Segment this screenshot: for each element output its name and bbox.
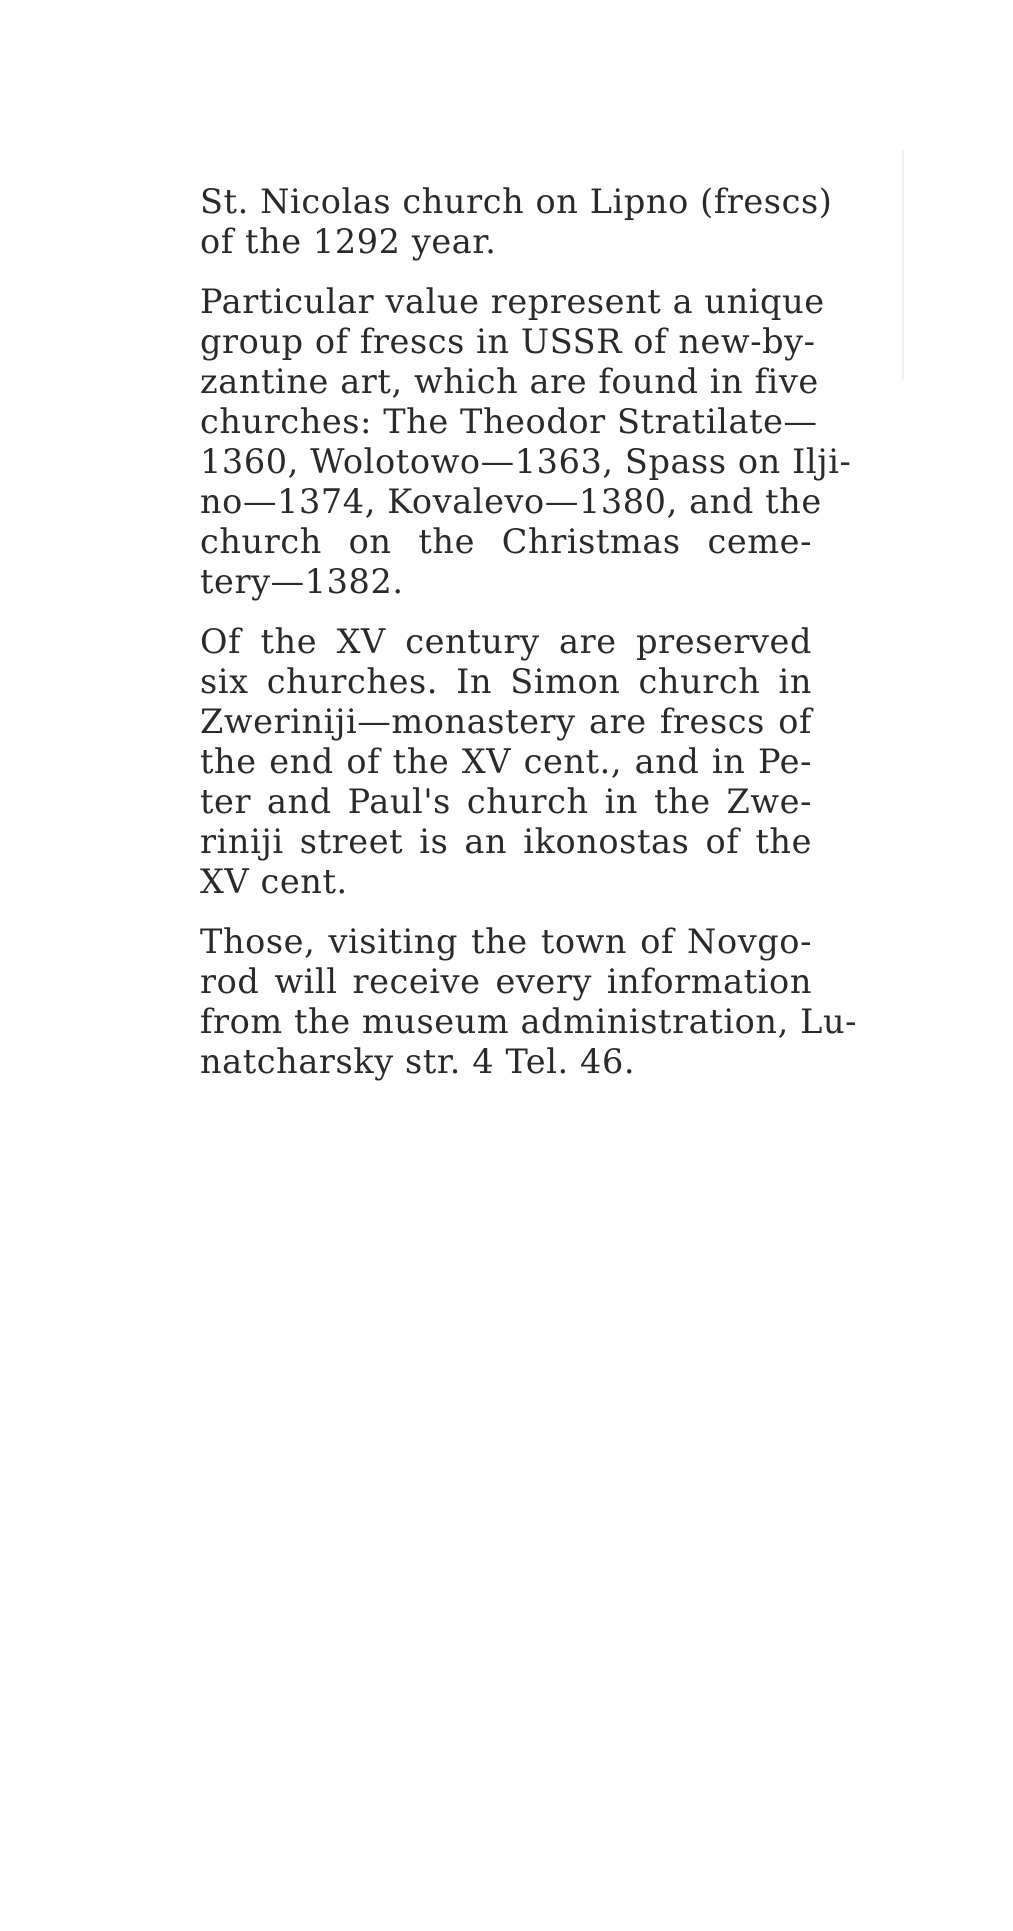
text-line: natcharsky str. 4 Tel. 46. [200, 1042, 636, 1081]
text-line: St. Nicolas church on Lipno (frescs) [200, 182, 833, 221]
text-line: riniji street is an ikonostas of the [200, 822, 812, 861]
text-line: no—1374, Kovalevo—1380, and the [200, 482, 822, 521]
text-line: Zweriniji—monastery are frescs of [200, 702, 812, 741]
text-line: XV cent. [200, 862, 348, 901]
text-line: group of frescs in USSR of new-by- [200, 322, 816, 361]
text-line: zantine art, which are found in five [200, 362, 819, 401]
text-line: the end of the XV cent., and in Pe- [200, 742, 812, 781]
text-column [200, 182, 858, 1082]
text-line: Those, visiting the town of Novgo- [200, 922, 812, 961]
text-line: 1360, Wolotowo—1363, Spass on Ilji- [200, 442, 852, 481]
scan-artifact-line [902, 150, 904, 380]
text-line: Of the XV century are preserved [200, 622, 812, 661]
paragraph-xv-century [200, 622, 812, 902]
text-line: six churches. In Simon church in [200, 662, 812, 701]
text-line: Particular value represent a unique [200, 282, 825, 321]
text-line: of the 1292 year. [200, 222, 497, 261]
text-line: rod will receive every information [200, 962, 812, 1001]
text-line: tery—1382. [200, 562, 404, 601]
text-line: church on the Christmas ceme- [200, 522, 812, 561]
paragraph-visitor-information [200, 922, 858, 1082]
paragraph-lipno [200, 182, 833, 262]
text-line: ter and Paul's church in the Zwe- [200, 782, 812, 821]
text-line: churches: The Theodor Stratilate— [200, 402, 818, 441]
text-line: from the museum administration, Lu- [200, 1002, 858, 1041]
paragraph-new-byzantine-frescs [200, 282, 852, 602]
